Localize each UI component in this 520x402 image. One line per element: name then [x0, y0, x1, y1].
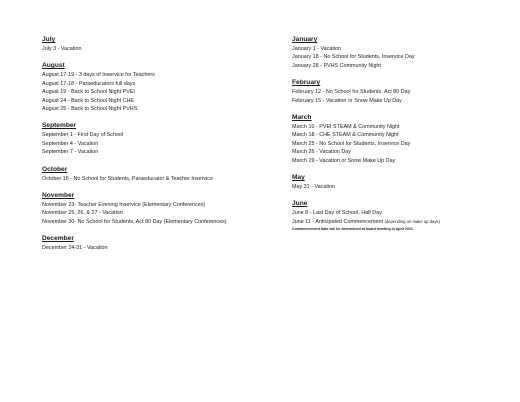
month-heading: July: [42, 36, 56, 43]
calendar-entry: August 19 - Back to School Night PVEI: [42, 89, 135, 96]
calendar-entry: March 18 - CHE STEAM & Community Night: [292, 132, 399, 139]
calendar-entry: January 28 - PVHS Community Night: [292, 62, 381, 69]
month-heading: August: [42, 62, 65, 70]
calendar-entry: August 17-18 - Paraeducators full days: [42, 80, 136, 87]
calendar-entry: May 31 - Vacation: [292, 184, 336, 191]
calendar-entry: September 7 - Vacation: [42, 149, 99, 156]
calendar-entry: December 24-31 - Vacation: [42, 245, 108, 252]
month-section-february: [292, 79, 514, 105]
month-heading: March: [292, 114, 312, 122]
calendar-entry: March 29 - Vacation or Snow Make Up Day: [292, 157, 396, 164]
calendar-entry: March 26 - Vacation Day: [292, 149, 351, 156]
month-section-december: [42, 235, 278, 252]
month-heading: February: [292, 79, 321, 87]
month-heading: September: [42, 122, 77, 130]
month-heading: November: [42, 192, 75, 200]
month-section-september: [42, 122, 278, 156]
right-column: [292, 36, 514, 241]
month-section-october: [42, 166, 278, 183]
calendar-entry: November 23- Teacher Evening Inservice (Elementary Conferences): [42, 202, 206, 209]
calendar-entry: November 25, 26, & 27 - Vacation: [42, 210, 123, 217]
month-heading: January: [292, 36, 318, 43]
calendar-entry: June 8 - Last Day of School, Half Day: [292, 210, 382, 217]
calendar-entry: September 1 - First Day of School: [42, 132, 124, 139]
calendar-entry: November 30- No School for Students, Act 80 Day (Elementary Conferences): [42, 218, 227, 225]
calendar-entry: March 25 - No School for Students, Inservice Day: [292, 140, 411, 147]
month-heading: December: [42, 235, 74, 243]
commencement-note: Commencement date will be determined at board meeting in April 2021: [292, 227, 413, 232]
month-section-january: [292, 36, 514, 70]
calendar-entry: August 25 - Back to School Night PVHS: [42, 106, 138, 113]
calendar-entry: February 12 - No School for Students, Act 80 Day: [292, 89, 411, 96]
month-section-november: [42, 192, 278, 226]
calendar-entry: February 15 - Vacation or Snow Make Up Day: [292, 97, 402, 104]
month-heading: October: [42, 165, 68, 173]
month-section-august: [42, 62, 278, 113]
calendar-entry-text: June 11 - Anticipated Commencement: [292, 218, 383, 225]
month-heading: May: [292, 174, 305, 182]
month-section-june: [292, 200, 514, 232]
month-section-march: [292, 114, 514, 165]
month-section-july: [42, 36, 278, 53]
calendar-entry: [292, 218, 514, 226]
calendar-entry: October 16 - No School for Students, Paraeducator & Teacher Inservice: [42, 175, 213, 182]
calendar-entry: September 4 - Vacation: [42, 140, 99, 147]
calendar-entry: July 3 - Vacation: [42, 46, 82, 52]
left-column: [42, 36, 278, 262]
calendar-entry: August 17-19 - 3 days of Inservice for Teachers: [42, 72, 155, 79]
calendar-entry: January 18 - No School for Students, Inservice Day: [292, 54, 415, 61]
calendar-entry: March 10 - PVEI STEAM & Community Night: [292, 124, 400, 131]
calendar-entry: January 1 - Vacation: [292, 46, 342, 52]
month-heading: June: [292, 200, 308, 208]
calendar-entry-footnote: (depending on make up days): [384, 218, 440, 224]
calendar-entry: August 24 - Back to School Night CHE: [42, 97, 134, 104]
month-section-may: [292, 174, 514, 191]
